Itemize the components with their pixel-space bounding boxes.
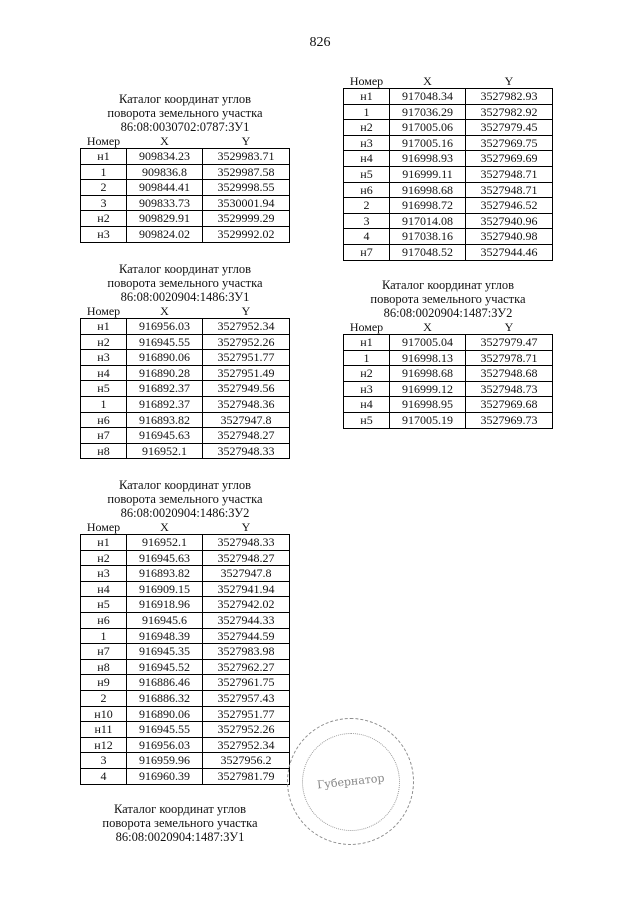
table-row	[81, 180, 290, 196]
point-number-cell: 2	[81, 180, 127, 196]
x-coordinate-cell: 916909.15	[127, 581, 203, 597]
y-coordinate-cell: 3527951.77	[203, 350, 290, 366]
table-row	[344, 151, 553, 167]
footer-caption-line: 86:08:0020904:1487:ЗУ1	[115, 830, 245, 844]
point-number-cell: н8	[81, 443, 127, 459]
table-row	[81, 535, 290, 551]
point-number-cell: 4	[344, 229, 390, 245]
table-header-row	[344, 321, 553, 335]
x-coordinate-cell: 917036.29	[390, 104, 466, 120]
y-coordinate-cell: 3527941.94	[203, 581, 290, 597]
y-coordinate-cell: 3527948.68	[466, 366, 553, 382]
y-coordinate-cell: 3527979.45	[466, 120, 553, 136]
x-coordinate-cell: 916998.93	[390, 151, 466, 167]
point-number-cell: 1	[81, 164, 127, 180]
x-coordinate-cell: 917048.52	[390, 244, 466, 260]
x-coordinate-cell: 916948.39	[127, 628, 203, 644]
point-number-cell: 2	[81, 690, 127, 706]
x-coordinate-cell: 916998.72	[390, 198, 466, 214]
catalog-zu1-1486	[80, 262, 290, 459]
y-coordinate-cell: 3527969.75	[466, 135, 553, 151]
x-coordinate-cell: 916999.11	[390, 166, 466, 182]
column-header-number: Номер	[349, 320, 384, 334]
point-number-cell: н10	[81, 706, 127, 722]
y-coordinate-cell: 3529987.58	[203, 164, 290, 180]
seal-inner-ring	[302, 733, 400, 831]
y-coordinate-cell: 3527948.73	[466, 381, 553, 397]
point-number-cell: н1	[344, 335, 390, 351]
catalog-continuation-1487	[343, 75, 553, 261]
y-coordinate-cell: 3527949.56	[203, 381, 290, 397]
x-coordinate-cell: 916892.37	[127, 381, 203, 397]
y-coordinate-cell: 3527948.27	[203, 550, 290, 566]
column-header-x: X	[160, 134, 169, 148]
column-header-number: Номер	[86, 134, 121, 148]
y-coordinate-cell: 3527956.2	[203, 753, 290, 769]
column-header-y: Y	[504, 320, 514, 334]
coordinate-table	[80, 135, 290, 243]
table-row	[81, 350, 290, 366]
point-number-cell: н6	[344, 182, 390, 198]
x-coordinate-cell: 916886.32	[127, 690, 203, 706]
point-number-cell: н5	[81, 597, 127, 613]
y-coordinate-cell: 3527948.71	[466, 166, 553, 182]
column-header-y: Y	[241, 304, 251, 318]
point-number-cell: н4	[344, 151, 390, 167]
y-coordinate-cell: 3527946.52	[466, 198, 553, 214]
column-header-x: X	[423, 320, 432, 334]
catalog-zu2-1487	[343, 278, 553, 429]
table-row	[344, 104, 553, 120]
point-number-cell: н2	[81, 211, 127, 227]
y-coordinate-cell: 3527947.8	[203, 566, 290, 582]
y-coordinate-cell: 3527981.79	[203, 768, 290, 784]
point-number-cell: 1	[81, 396, 127, 412]
coordinate-table	[343, 75, 553, 261]
x-coordinate-cell: 916918.96	[127, 597, 203, 613]
table-header-row	[81, 135, 290, 149]
x-coordinate-cell: 916945.63	[127, 428, 203, 444]
y-coordinate-cell: 3527982.93	[466, 89, 553, 105]
table-row	[344, 166, 553, 182]
table-row	[344, 135, 553, 151]
point-number-cell: 1	[81, 628, 127, 644]
table-row	[81, 675, 290, 691]
catalog-zu2-1486	[80, 478, 290, 785]
point-number-cell: н7	[81, 428, 127, 444]
table-row	[81, 690, 290, 706]
y-coordinate-cell: 3527983.98	[203, 644, 290, 660]
table-row	[344, 229, 553, 245]
point-number-cell: н1	[81, 149, 127, 165]
x-coordinate-cell: 917005.06	[390, 120, 466, 136]
point-number-cell: 3	[344, 213, 390, 229]
y-coordinate-cell: 3527952.34	[203, 319, 290, 335]
x-coordinate-cell: 916945.6	[127, 612, 203, 628]
table-caption	[80, 478, 290, 520]
y-coordinate-cell: 3527962.27	[203, 659, 290, 675]
y-coordinate-cell: 3527952.26	[203, 334, 290, 350]
table-row	[81, 659, 290, 675]
point-number-cell: н3	[81, 226, 127, 242]
table-row	[81, 768, 290, 784]
x-coordinate-cell: 916945.63	[127, 550, 203, 566]
point-number-cell: н2	[344, 366, 390, 382]
y-coordinate-cell: 3527940.96	[466, 213, 553, 229]
point-number-cell: н2	[81, 334, 127, 350]
column-header-number: Номер	[349, 74, 384, 88]
point-number-cell: н3	[344, 135, 390, 151]
table-row	[81, 164, 290, 180]
x-coordinate-cell: 909824.02	[127, 226, 203, 242]
x-coordinate-cell: 916998.68	[390, 366, 466, 382]
table-row	[81, 365, 290, 381]
x-coordinate-cell: 916956.03	[127, 737, 203, 753]
point-number-cell: 2	[344, 198, 390, 214]
governor-seal-stamp-icon	[287, 718, 414, 845]
point-number-cell: н3	[344, 381, 390, 397]
table-row	[81, 443, 290, 459]
y-coordinate-cell: 3527969.73	[466, 412, 553, 428]
y-coordinate-cell: 3527951.77	[203, 706, 290, 722]
point-number-cell: н1	[344, 89, 390, 105]
point-number-cell: н9	[81, 675, 127, 691]
table-header-row	[81, 305, 290, 319]
point-number-cell: н5	[81, 381, 127, 397]
table-caption	[80, 92, 290, 134]
column-header-x: X	[160, 520, 169, 534]
catalog-zu1-0787	[80, 92, 290, 243]
x-coordinate-cell: 916892.37	[127, 396, 203, 412]
table-caption-line: Каталог координат углов	[118, 478, 252, 492]
seal-text: Губернатор	[316, 771, 385, 792]
y-coordinate-cell: 3527948.27	[203, 428, 290, 444]
point-number-cell: н4	[81, 581, 127, 597]
y-coordinate-cell: 3527982.92	[466, 104, 553, 120]
table-row	[81, 550, 290, 566]
x-coordinate-cell: 916959.96	[127, 753, 203, 769]
point-number-cell: н4	[81, 365, 127, 381]
point-number-cell: н4	[344, 397, 390, 413]
column-header-number: Номер	[86, 304, 121, 318]
x-coordinate-cell: 917014.08	[390, 213, 466, 229]
y-coordinate-cell: 3527940.98	[466, 229, 553, 245]
x-coordinate-cell: 916893.82	[127, 412, 203, 428]
table-caption-line: поворота земельного участка	[107, 492, 263, 506]
table-row	[344, 213, 553, 229]
point-number-cell: н5	[344, 166, 390, 182]
x-coordinate-cell: 916893.82	[127, 566, 203, 582]
y-coordinate-cell: 3527948.33	[203, 443, 290, 459]
y-coordinate-cell: 3527948.36	[203, 396, 290, 412]
y-coordinate-cell: 3527944.33	[203, 612, 290, 628]
x-coordinate-cell: 916945.52	[127, 659, 203, 675]
point-number-cell: н1	[81, 319, 127, 335]
x-coordinate-cell: 916952.1	[127, 443, 203, 459]
column-header-y: Y	[241, 520, 251, 534]
y-coordinate-cell: 3527951.49	[203, 365, 290, 381]
table-row	[81, 334, 290, 350]
point-number-cell: 1	[344, 104, 390, 120]
x-coordinate-cell: 916945.35	[127, 644, 203, 660]
y-coordinate-cell: 3530001.94	[203, 195, 290, 211]
y-coordinate-cell: 3529998.55	[203, 180, 290, 196]
table-row	[81, 226, 290, 242]
x-coordinate-cell: 916890.06	[127, 706, 203, 722]
table-row	[344, 89, 553, 105]
point-number-cell: н6	[81, 412, 127, 428]
point-number-cell: н1	[81, 535, 127, 551]
table-row	[344, 244, 553, 260]
x-coordinate-cell: 917048.34	[390, 89, 466, 105]
y-coordinate-cell: 3527944.46	[466, 244, 553, 260]
table-caption	[80, 262, 290, 304]
table-row	[81, 612, 290, 628]
column-header-x: X	[423, 74, 432, 88]
table-caption-line: Каталог координат углов	[118, 262, 252, 276]
point-number-cell: н7	[81, 644, 127, 660]
table-row	[81, 396, 290, 412]
y-coordinate-cell: 3527947.8	[203, 412, 290, 428]
x-coordinate-cell: 917005.19	[390, 412, 466, 428]
table-row	[81, 722, 290, 738]
table-caption-line: 86:08:0020904:1486:ЗУ2	[120, 506, 250, 520]
y-coordinate-cell: 3527979.47	[466, 335, 553, 351]
table-caption-line: 86:08:0020904:1487:ЗУ2	[383, 306, 513, 320]
coordinate-table	[80, 521, 290, 785]
table-row	[81, 428, 290, 444]
x-coordinate-cell: 916999.12	[390, 381, 466, 397]
table-row	[344, 335, 553, 351]
column-header-x: X	[160, 304, 169, 318]
x-coordinate-cell: 916886.46	[127, 675, 203, 691]
footer-caption	[80, 802, 280, 844]
table-caption-line: 86:08:0030702:0787:ЗУ1	[120, 120, 250, 134]
y-coordinate-cell: 3527961.75	[203, 675, 290, 691]
x-coordinate-cell: 917005.04	[390, 335, 466, 351]
point-number-cell: н11	[81, 722, 127, 738]
table-row	[81, 753, 290, 769]
x-coordinate-cell: 916998.95	[390, 397, 466, 413]
table-row	[81, 581, 290, 597]
table-header-row	[344, 75, 553, 89]
coordinate-table	[80, 305, 290, 459]
table-row	[344, 366, 553, 382]
x-coordinate-cell: 909834.23	[127, 149, 203, 165]
table-caption-line: поворота земельного участка	[370, 292, 526, 306]
table-row	[81, 706, 290, 722]
y-coordinate-cell: 3527969.68	[466, 397, 553, 413]
column-header-y: Y	[504, 74, 514, 88]
coordinate-table	[343, 321, 553, 429]
footer-caption-line: поворота земельного участка	[102, 816, 258, 830]
table-row	[81, 628, 290, 644]
x-coordinate-cell: 917005.16	[390, 135, 466, 151]
page-number: 826	[309, 35, 331, 50]
table-row	[81, 412, 290, 428]
table-row	[344, 412, 553, 428]
point-number-cell: н2	[81, 550, 127, 566]
x-coordinate-cell: 909844.41	[127, 180, 203, 196]
point-number-cell: н3	[81, 566, 127, 582]
point-number-cell: 1	[344, 350, 390, 366]
x-coordinate-cell: 917038.16	[390, 229, 466, 245]
y-coordinate-cell: 3527944.59	[203, 628, 290, 644]
point-number-cell: н2	[344, 120, 390, 136]
table-row	[81, 195, 290, 211]
point-number-cell: н5	[344, 412, 390, 428]
point-number-cell: 3	[81, 753, 127, 769]
y-coordinate-cell: 3527978.71	[466, 350, 553, 366]
y-coordinate-cell: 3529999.29	[203, 211, 290, 227]
y-coordinate-cell: 3529992.02	[203, 226, 290, 242]
table-row	[81, 319, 290, 335]
x-coordinate-cell: 916890.28	[127, 365, 203, 381]
table-row	[344, 198, 553, 214]
y-coordinate-cell: 3527948.71	[466, 182, 553, 198]
x-coordinate-cell: 916945.55	[127, 722, 203, 738]
x-coordinate-cell: 909829.91	[127, 211, 203, 227]
point-number-cell: н3	[81, 350, 127, 366]
table-row	[344, 182, 553, 198]
table-row	[81, 211, 290, 227]
table-row	[81, 566, 290, 582]
x-coordinate-cell: 916945.55	[127, 334, 203, 350]
table-row	[81, 149, 290, 165]
point-number-cell: н12	[81, 737, 127, 753]
y-coordinate-cell: 3527969.69	[466, 151, 553, 167]
table-row	[344, 350, 553, 366]
column-header-y: Y	[241, 134, 251, 148]
table-row	[344, 120, 553, 136]
point-number-cell: 3	[81, 195, 127, 211]
point-number-cell: н6	[81, 612, 127, 628]
table-row	[81, 737, 290, 753]
x-coordinate-cell: 916956.03	[127, 319, 203, 335]
table-row	[81, 644, 290, 660]
x-coordinate-cell: 909833.73	[127, 195, 203, 211]
x-coordinate-cell: 916998.13	[390, 350, 466, 366]
table-caption-line: поворота земельного участка	[107, 276, 263, 290]
table-row	[81, 597, 290, 613]
point-number-cell: н7	[344, 244, 390, 260]
x-coordinate-cell: 916890.06	[127, 350, 203, 366]
column-header-number: Номер	[86, 520, 121, 534]
x-coordinate-cell: 916960.39	[127, 768, 203, 784]
table-header-row	[81, 521, 290, 535]
y-coordinate-cell: 3527957.43	[203, 690, 290, 706]
y-coordinate-cell: 3527952.34	[203, 737, 290, 753]
table-caption-line: поворота земельного участка	[107, 106, 263, 120]
table-row	[344, 397, 553, 413]
y-coordinate-cell: 3529983.71	[203, 149, 290, 165]
table-caption-line: 86:08:0020904:1486:ЗУ1	[120, 290, 250, 304]
y-coordinate-cell: 3527948.33	[203, 535, 290, 551]
x-coordinate-cell: 916998.68	[390, 182, 466, 198]
x-coordinate-cell: 916952.1	[127, 535, 203, 551]
y-coordinate-cell: 3527942.02	[203, 597, 290, 613]
y-coordinate-cell: 3527952.26	[203, 722, 290, 738]
table-row	[81, 381, 290, 397]
table-caption	[343, 278, 553, 320]
point-number-cell: 4	[81, 768, 127, 784]
x-coordinate-cell: 909836.8	[127, 164, 203, 180]
table-caption-line: Каталог координат углов	[118, 92, 252, 106]
footer-caption-line: Каталог координат углов	[113, 802, 247, 816]
table-row	[344, 381, 553, 397]
point-number-cell: н8	[81, 659, 127, 675]
table-caption-line: Каталог координат углов	[381, 278, 515, 292]
